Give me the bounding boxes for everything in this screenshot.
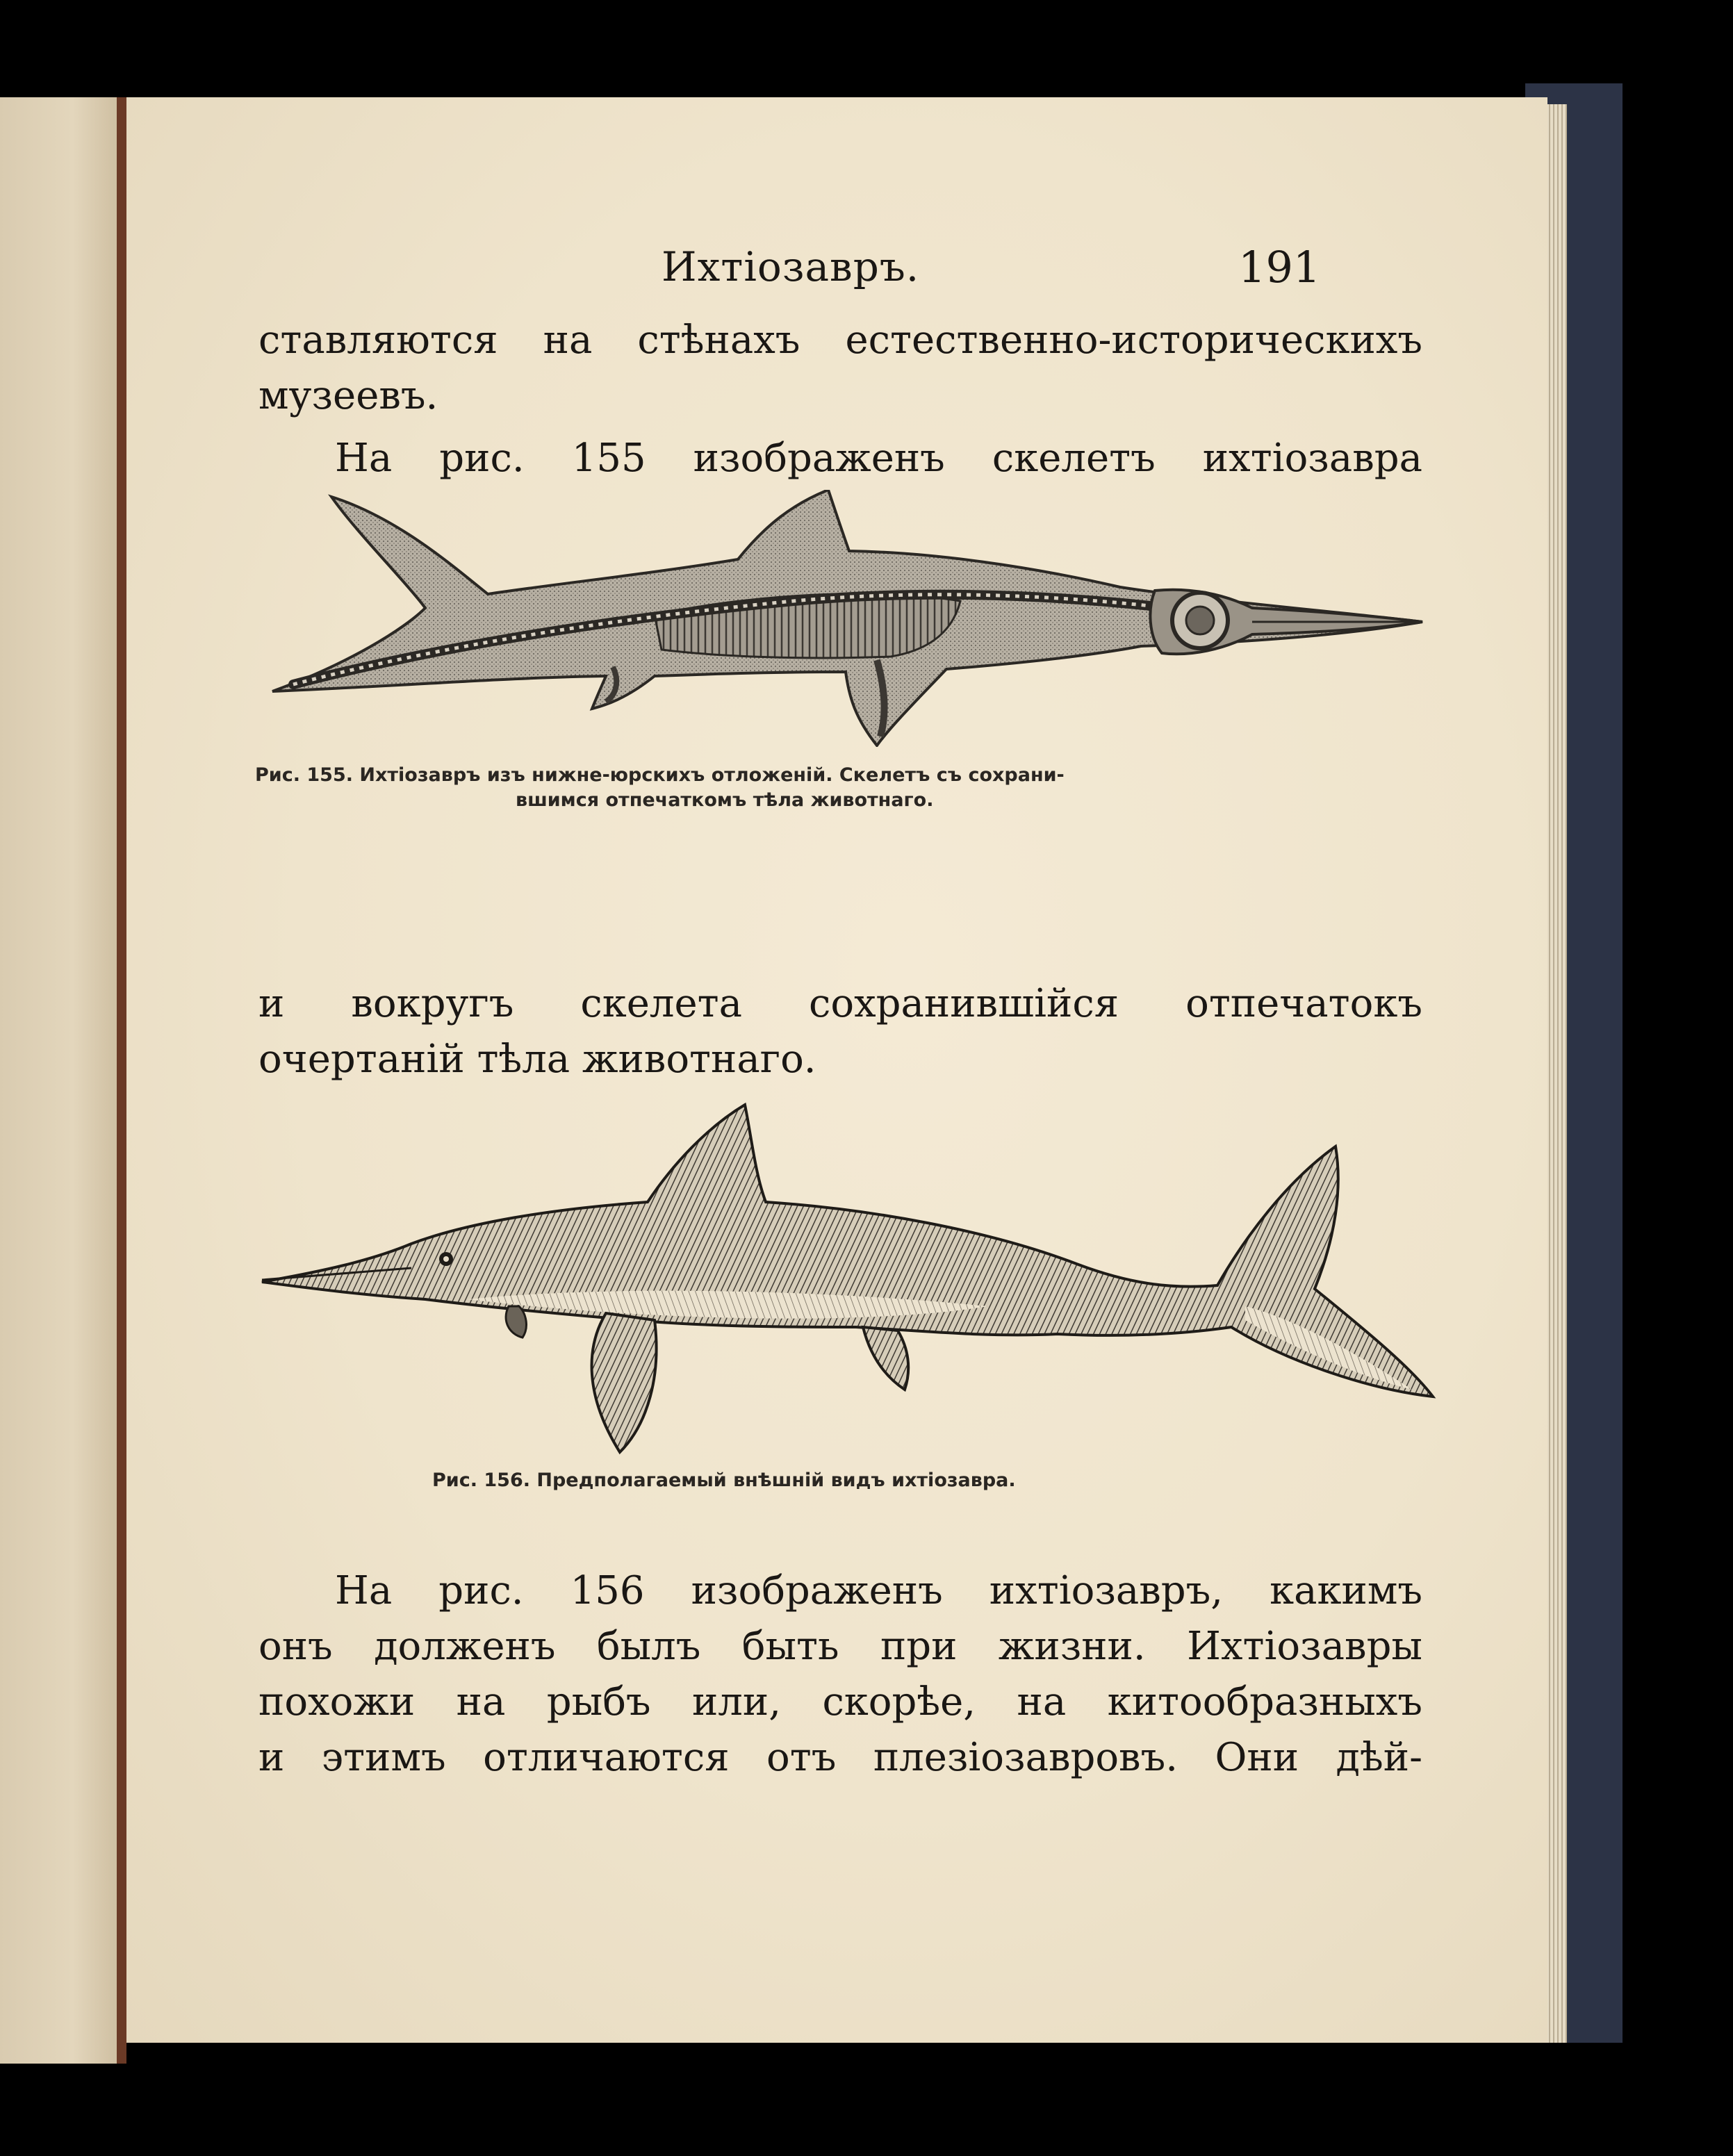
figure-156-caption: Рис. 156. Предполагаемый внѣшнiй видъ ихтiозавра.	[432, 1470, 1016, 1491]
text-line: похожи на рыбъ или, скорѣе, на китообразныхъ	[258, 1679, 1422, 1725]
text-line: онъ долженъ былъ быть при жизни. Ихтiозавры	[258, 1624, 1422, 1669]
text-line: и этимъ отличаются отъ плезiозавровъ. Они дѣй-	[258, 1735, 1422, 1780]
ichthyosaur-skeleton-figure	[265, 490, 1433, 747]
spine-edge	[117, 97, 126, 2064]
figure-155-caption: вшимся отпечаткомъ тѣла животнаго.	[516, 789, 934, 811]
text-line: очертанiй тѣла животнаго.	[258, 1037, 816, 1082]
text-line: ставляются на стѣнахъ естественно-историческихъ	[258, 318, 1422, 363]
text-line: музеевъ.	[258, 373, 438, 418]
figure-155-caption: Рис. 155. Ихтiозавръ изъ нижне-юрскихъ отложенiй. Скелетъ съ сохрани-	[255, 764, 1065, 786]
page-number: 191	[1238, 242, 1321, 293]
text-line: На рис. 155 изображенъ скелетъ ихтiозавра	[335, 436, 1422, 481]
facing-page-edge	[0, 97, 122, 2064]
text-line: На рис. 156 изображенъ ихтiозавръ, какимъ	[335, 1568, 1422, 1613]
page-stack	[1546, 104, 1567, 2043]
running-title: Ихтiозавръ.	[662, 243, 920, 290]
text-line: и вокругъ скелета сохранившiйся отпечатокъ	[258, 981, 1422, 1026]
book-page	[126, 97, 1547, 2043]
ichthyosaur-restoration-figure	[258, 1098, 1440, 1459]
